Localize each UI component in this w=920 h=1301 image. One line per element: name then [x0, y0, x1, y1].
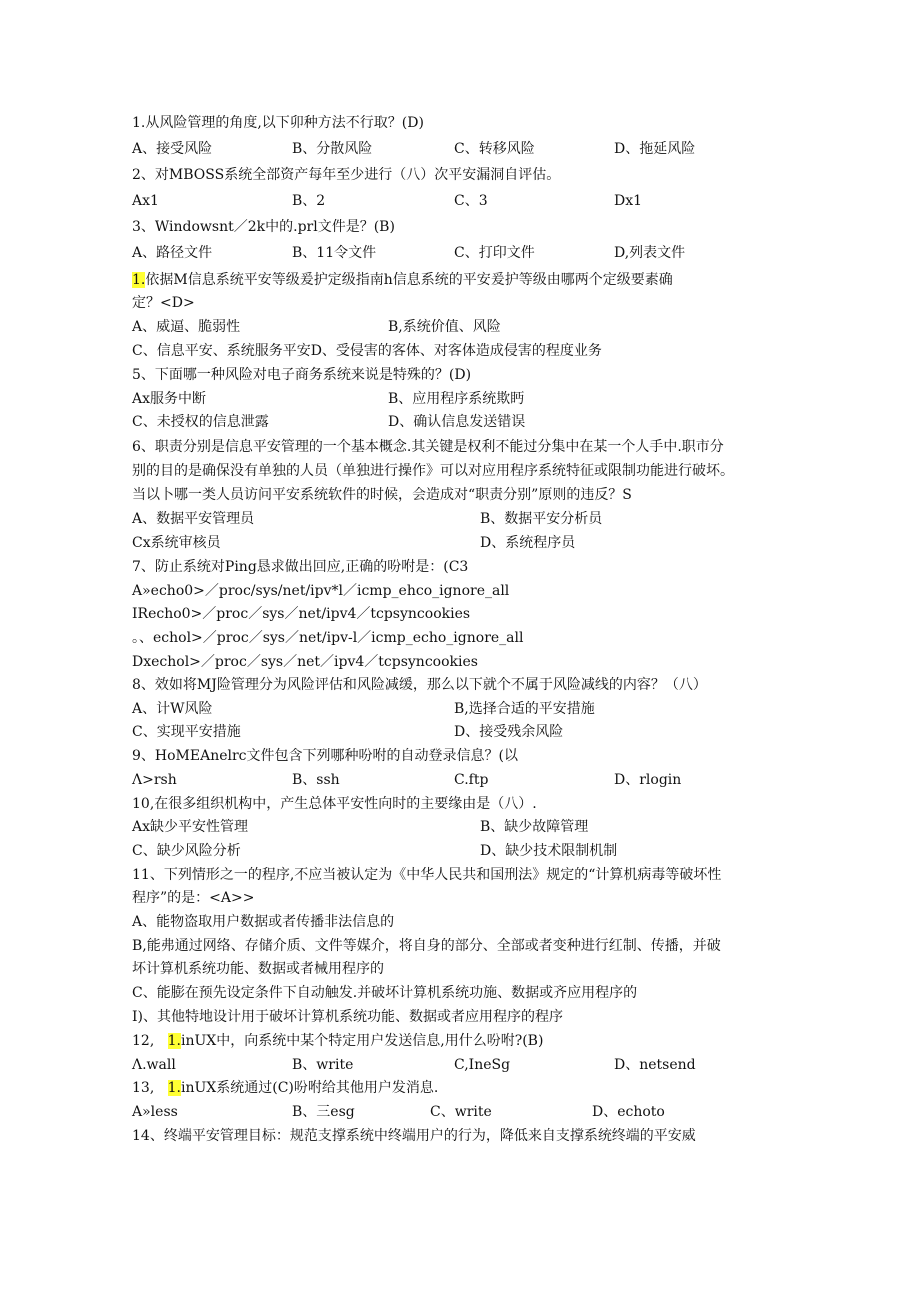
question-14: 14、终端平安管理目标：规范支撑系统中终端用户的行为，降低来自支撑系统终端的平安威 [132, 1128, 696, 1144]
q11-option-a: A、能物盗取用户数据或者传播非法信息的 [132, 914, 395, 930]
q7-option-d: Dxechol>／proc／sys／net／ipv4／tcpsyncookies [132, 654, 478, 670]
question-11: 11、下列情形之一的程序,不应当被认定为《中华人民共和国刑法》规定的“计算机病毒等破坏性 [132, 867, 722, 883]
question-4 [132, 270, 673, 290]
q7-option-b: IRecho0>／proc／sys／net/ipv4／tcpsyncookies [132, 606, 471, 622]
q2-option-b: B、2 [292, 193, 326, 209]
question-9: 9、HoMEAnelrc文件包含下列哪种吩咐的自动登录信息？(以 [132, 748, 518, 764]
question-6: 6、职责分别是信息平安管理的一个基本概念.其关键是权利不能过分集中在某一个人手中.职市分 [132, 439, 724, 455]
q9-option-a: Λ>rsh [132, 772, 177, 788]
q1-option-b: B、分散风险 [292, 141, 373, 157]
q3-option-a: A、路径文件 [132, 245, 213, 261]
question-8: 8、效如将MJ险管理分为风险评估和风险减缓，那么以下就个不属于风险减线的内容？（八） [132, 677, 707, 693]
q7-option-c: 。、echol>／proc／sys／net/ipv-l／icmp_echo_ignore_all [132, 630, 524, 646]
question-6-line-3: 当以卜哪一类人员访问平安系统软件的时候，会造成对“职责分别”原则的违反？S [132, 487, 632, 503]
q9-option-d: D、rlogin [614, 772, 682, 788]
q4-option-cd: C、信息平安、系统服务平安D、受侵害的客体、对客体造成侵害的程度业务 [132, 343, 602, 359]
question-2: 2、对MBOSS系统全部资产每年至少进行（八）次平安漏洞自评估。 [132, 167, 561, 183]
q10-option-b: B、缺少故障管理 [480, 819, 589, 835]
q12-option-d: D、netsend [614, 1057, 696, 1073]
q6-option-d: D、系统程序员 [480, 535, 576, 551]
q7-option-a: A»echo0>／proc/sys/net/ipv*l／icmp_ehco_ignore_all [132, 583, 510, 599]
q10-option-a: Ax缺少平安性管理 [132, 819, 249, 835]
q13-option-b: B、三esg [292, 1104, 355, 1120]
q11-option-d: I)、其他特地设计用于破坏计算机系统功能、数据或者应用程序的程序 [132, 1009, 563, 1025]
question-10: 10,在很多组织机构中，产生总体平安性向时的主要缘由是（八）. [132, 796, 537, 812]
q8-option-a: A、计W风险 [132, 701, 213, 717]
question-3: 3、Windowsnt／2k中的.prl文件是？(B) [132, 219, 395, 235]
q9-option-c: C.ftp [454, 772, 489, 788]
question-13-highlight: 1. [167, 1080, 181, 1096]
q12-option-b: B、write [292, 1057, 354, 1073]
question-5: 5、下面哪一种风险对电子商务系统来说是特殊的？(D) [132, 367, 472, 383]
q5-option-b: B、应用程序系统欺眄 [388, 391, 525, 407]
q3-option-d: D,列表文件 [614, 245, 686, 261]
q1-option-d: D、拖延风险 [614, 141, 696, 157]
q10-option-d: D、缺少技术限制机制 [480, 843, 618, 859]
q12-option-c: C,IneSg [454, 1057, 511, 1073]
question-11-line-2: 程序”的是：<A>> [132, 890, 255, 906]
q6-option-c: Cx系统审核员 [132, 535, 221, 551]
q8-option-b: B,选择合适的平安措施 [454, 701, 595, 717]
q10-option-c: C、缺少风险分析 [132, 843, 241, 859]
q4-option-b: B,系统价值、风险 [388, 319, 501, 335]
question-13 [132, 1078, 438, 1098]
question-7: 7、防止系统对Ping恳求做出回应,正确的吩咐是：(C3 [132, 559, 469, 575]
q2-option-d: Dx1 [614, 193, 643, 209]
question-4-text: 依据M信息系统平安等级爰护定级指南h信息系统的平安爰护等级由哪两个定级要素确 [145, 272, 673, 288]
q2-option-c: C、3 [454, 193, 488, 209]
question-4-number: 1. [132, 272, 146, 288]
q6-option-b: B、数据平安分析员 [480, 511, 603, 527]
q11-option-b: B,能弗通过网络、存储介质、文件等媒介，将自身的部分、全部或者变种进行红制、传播，并破 [132, 938, 721, 954]
q13-option-d: D、echoto [592, 1104, 665, 1120]
question-13-number: 13, [132, 1080, 155, 1096]
q3-option-c: C、打印文件 [454, 245, 535, 261]
q3-option-b: B、11令文件 [292, 245, 377, 261]
question-12-highlight: 1. [167, 1033, 181, 1049]
q6-option-a: A、数据平安管理员 [132, 511, 255, 527]
question-6-line-2: 别的目的是确保没有单独的人员（单独进行操作》可以对应用程序系统特征或限制功能进行破坏。 [132, 463, 734, 479]
q5-option-a: Ax服务中断 [132, 391, 207, 407]
question-12-number: 12, [132, 1033, 155, 1049]
question-1: 1.从风险管理的角度,以下卯种方法不行取？(D) [132, 115, 424, 131]
q11-option-b-continued: 坏计算机系统功能、数据或者械用程序的 [132, 961, 384, 977]
q8-option-c: C、实现平安措施 [132, 724, 241, 740]
question-12 [132, 1031, 543, 1051]
q12-option-a: Λ.wall [132, 1057, 176, 1073]
q5-option-c: C、未授权的信息泄露 [132, 414, 269, 430]
question-4-continued: 定？<D> [132, 295, 195, 311]
q5-option-d: D、确认信息发送错误 [388, 414, 526, 430]
q11-option-c: C、能膨在预先设定条件下自动触发.并破坏计算机系统功施、数据或齐应用程序的 [132, 985, 638, 1001]
q13-option-c: C、write [430, 1104, 492, 1120]
question-12-text: inUX中，向系统中某个特定用户发送信息,用什么吩咐?(B) [180, 1033, 544, 1049]
q4-option-a: A、威逼、脆弱性 [132, 319, 241, 335]
q2-option-a: Ax1 [132, 193, 159, 209]
q13-option-a: A»less [132, 1104, 178, 1120]
q1-option-a: A、接受风险 [132, 141, 213, 157]
q8-option-d: D、接受残余风险 [454, 724, 564, 740]
question-13-text: inUX系统通过(C)吩咐给其他用户发消息. [180, 1080, 439, 1096]
q9-option-b: B、ssh [292, 772, 340, 788]
q1-option-c: C、转移风险 [454, 141, 535, 157]
